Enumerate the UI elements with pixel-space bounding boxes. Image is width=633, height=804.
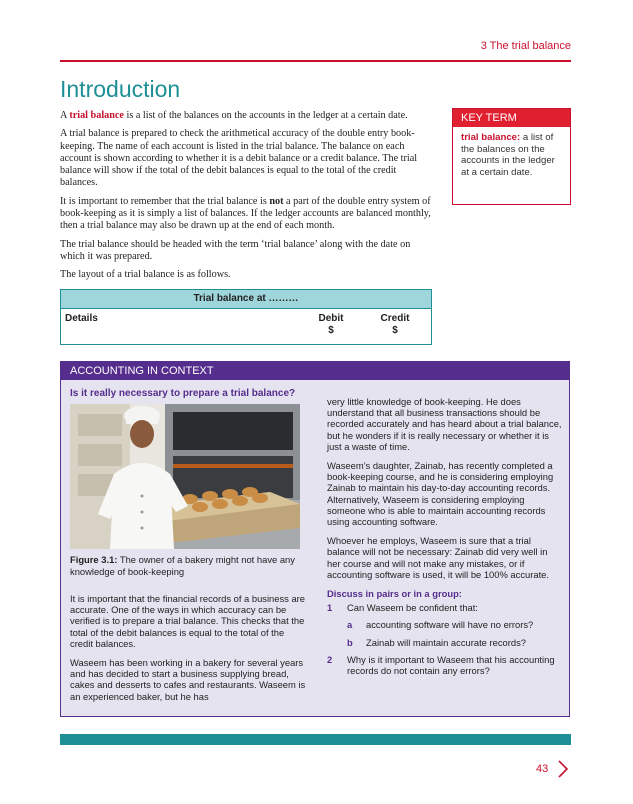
trial-balance-table-title: Trial balance at ……… — [61, 290, 431, 309]
section-title: Introduction — [60, 76, 181, 102]
context-right-paragraph-1: very little knowledge of book-keeping. He does understand that all business transactions should be recorded accurately and has heard about a trial balance, but he wonders if it is really necessary or whether it is just a waste of time. — [327, 396, 562, 452]
context-left-paragraph-1: It is important that the financial records of a business are accurate. One of the ways in which accuracy can be verified is to prepare a trial balance. This checks that the total of the debit balances is equal to the total of the credit balances. — [70, 593, 306, 649]
context-heading: ACCOUNTING IN CONTEXT — [61, 362, 569, 380]
keyword-trial-balance: trial balance — [69, 110, 124, 121]
intro-paragraph-3: It is important to remember that the trial balance is not a part of the double entry system of book-keeping as it is simply a list of balances. If the ledger accounts are balanced monthly, then a trial balance may also be drawn up at the end of each month. — [60, 195, 431, 232]
question-1a: a accounting software will have no errors? — [347, 619, 534, 631]
intro-body — [60, 110, 436, 288]
key-term-box — [452, 108, 571, 205]
figure-caption: Figure 3.1: The owner of a bakery might not have any knowledge of book-keeping — [70, 554, 295, 577]
intro-paragraph-1: A trial balance is a list of the balances on the accounts in the ledger at a certain date. — [60, 110, 408, 121]
column-header-credit: Credit $ — [380, 313, 410, 336]
chapter-title: 3 The trial balance — [480, 40, 571, 52]
page-number: 43 — [536, 763, 549, 775]
bakery-photo — [70, 404, 300, 549]
context-question: Is it really necessary to prepare a trial balance? — [70, 388, 296, 399]
question-1b: b Zainab will maintain accurate records? — [347, 636, 526, 648]
key-term-heading: KEY TERM — [453, 109, 570, 127]
context-right-paragraph-2: Waseem’s daughter, Zainab, has recently completed a book-keeping course, and he is considering employing Zainab to maintain his day-to-day accounting records. Alternatively, Waseem is considering employing someone who is able to maintain accounting records using accounting software. — [327, 460, 554, 528]
discuss-heading: Discuss in pairs or in a group: — [327, 588, 462, 600]
trial-balance-table — [60, 289, 432, 345]
key-term-definition: trial balance: a list of the balances on the accounts in the ledger at a certain date. — [461, 132, 555, 178]
intro-paragraph-2: A trial balance is prepared to check the arithmetical accuracy of the double entry book-keeping. The name of each account is listed in the trial balance. The balance on each account is shown according to whether it is a debit balance or a credit balance. The trial balance will show if the total of the debit balances is equal to the total of the credit balances. — [60, 128, 418, 189]
question-1: 1 Can Waseem be confident that: — [327, 602, 478, 614]
intro-paragraph-4: The trial balance should be headed with the term ‘trial balance’ along with the date on which it was prepared. — [60, 238, 411, 262]
context-left-paragraph-2: Waseem has been working in a bakery for several years and has decided to start a business supplying bread, cakes and desserts to cafes and restaurants. Waseem is an experienced baker, but he has — [70, 657, 306, 702]
header-rule — [60, 60, 571, 62]
next-page-chevron-icon[interactable] — [557, 759, 569, 784]
accounting-in-context-box — [60, 361, 570, 717]
column-header-details: Details — [65, 313, 98, 324]
question-2: 2 Why is it important to Waseem that his accounting records do not contain any errors? — [327, 653, 555, 677]
intro-paragraph-5: The layout of a trial balance is as follows. — [60, 269, 231, 281]
footer-bar — [60, 734, 571, 745]
column-header-debit: Debit $ — [318, 313, 344, 336]
context-right-paragraph-3: Whoever he employs, Waseem is sure that a trial balance will not be necessary: Zainab did very well in her course and will not make any mistakes, or if accounting software is used, it will be 100% accurate. — [327, 535, 549, 580]
context-right-column — [327, 396, 563, 682]
running-header — [0, 38, 571, 62]
context-left-column — [70, 593, 306, 710]
baker-illustration — [70, 404, 300, 549]
